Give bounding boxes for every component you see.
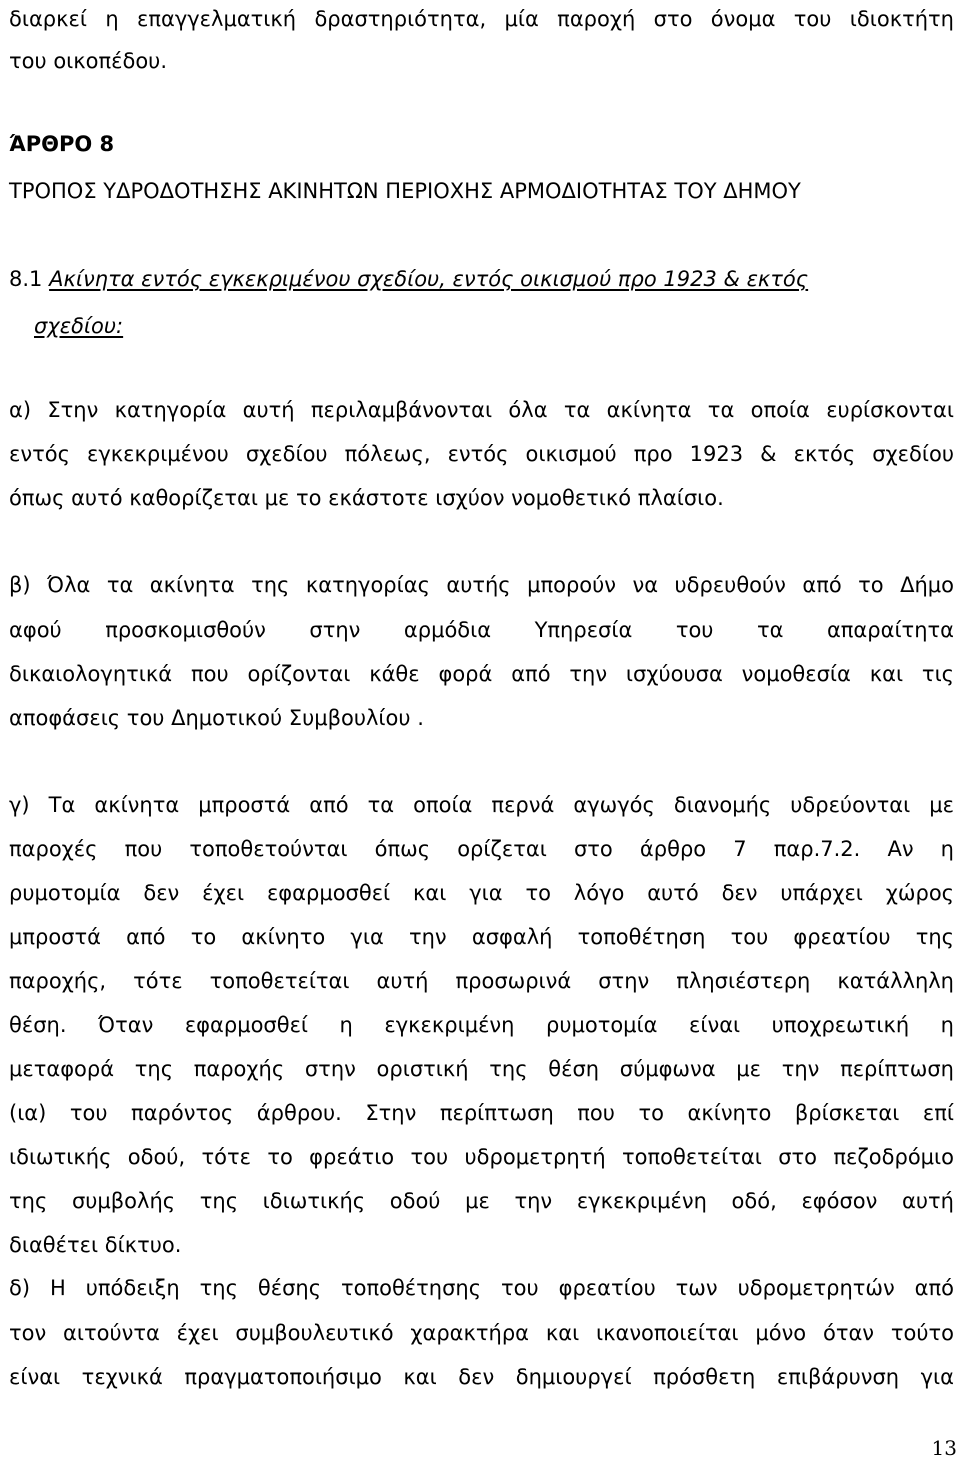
article-title: ΤΡΟΠΟΣ ΥΔΡΟΔΟΤΗΣΗΣ ΑΚΙΝΗΤΩΝ ΠΕΡΙΟΧΗΣ ΑΡΜΟΔΙΟΤΗΤΑΣ ΤΟΥ ΔΗΜΟΥ [9,179,801,203]
para-a-line-1: α) Στην κατηγορία αυτή περιλαμβάνονται όλα τα ακίνητα τα οποία ευρίσκονται [9,398,954,422]
para-c-line-10: της συμβολής της ιδιωτικής οδού με την εγκεκριμένη οδό, εφόσον αυτή [9,1189,954,1213]
para-b-line-2: αφού προσκομισθούν στην αρμόδια Υπηρεσία του τα απαραίτητα [9,618,954,642]
para-c-line-1: γ) Τα ακίνητα μπροστά από τα οποία περνά αγωγός διανομής υδρεύονται με [9,793,954,817]
para-d-line-1: δ) Η υπόδειξη της θέσης τοποθέτησης του φρεατίου των υδρομετρητών από [9,1276,954,1300]
para-d-line-3: είναι τεχνικά πραγματοποιήσιμο και δεν δημιουργεί πρόσθετη επιβάρυνση για [9,1365,954,1389]
article-heading: ΆΡΘΡΟ 8 [9,132,115,156]
para-c-line-4: μπροστά από το ακίνητο για την ασφαλή τοποθέτηση του φρεατίου της [9,925,954,949]
section-title-line-2 [34,311,954,341]
para-c-line-11: διαθέτει δίκτυο. [9,1233,182,1257]
para-c-line-3: ρυμοτομία δεν έχει εφαρμοσθεί και για το λόγο αυτό δεν υπάρχει χώρος [9,881,954,905]
para-c-line-8: (ια) του παρόντος άρθρου. Στην περίπτωση που το ακίνητο βρίσκεται επί [9,1101,954,1125]
para-b-line-1: β) Όλα τα ακίνητα της κατηγορίας αυτής μπορούν να υδρευθούν από το Δήμο [9,573,954,597]
para-c-line-7: μεταφορά της παροχής στην οριστική της θέση σύμφωνα με την περίπτωση [9,1057,954,1081]
page-number: 13 [931,1436,957,1460]
section-title-line-1 [9,264,954,294]
para-b-line-4: αποφάσεις του Δημοτικού Συμβουλίου . [9,706,424,730]
para-c-line-6: θέση. Όταν εφαρμοσθεί η εγκεκριμένη ρυμοτομία είναι υποχρεωτική η [9,1013,954,1037]
intro-line-1: διαρκεί η επαγγελματική δραστηριότητα, μία παροχή στο όνομα του ιδιοκτήτη [9,7,954,31]
section-number: 8.1 [9,267,43,291]
para-c-line-2: παροχές που τοποθετούνται όπως ορίζεται στο άρθρο 7 παρ.7.2. Αν η [9,837,954,861]
para-a-line-2: εντός εγκεκριμένου σχεδίου πόλεως, εντός οικισμού προ 1923 & εκτός σχεδίου [9,442,954,466]
para-a-line-3: όπως αυτό καθορίζεται με το εκάστοτε ισχύον νομοθετικό πλαίσιο. [9,486,724,510]
section-title-part-2: σχεδίου: [34,314,124,338]
para-c-line-9: ιδιωτικής οδού, τότε το φρεάτιο του υδρομετρητή τοποθετείται στο πεζοδρόμιο [9,1145,954,1169]
para-d-line-2: τον αιτούντα έχει συμβουλευτικό χαρακτήρα και ικανοποιείται μόνο όταν τούτο [9,1321,954,1345]
para-c-line-5: παροχής, τότε τοποθετείται αυτή προσωρινά στην πλησιέστερη κατάλληλη [9,969,954,993]
para-b-line-3: δικαιολογητικά που ορίζονται κάθε φορά από την ισχύουσα νομοθεσία και τις [9,662,954,686]
section-title-part-1: Ακίνητα εντός εγκεκριμένου σχεδίου, εντός οικισμού προ 1923 & εκτός [49,267,809,291]
intro-line-2: του οικοπέδου. [9,49,168,73]
